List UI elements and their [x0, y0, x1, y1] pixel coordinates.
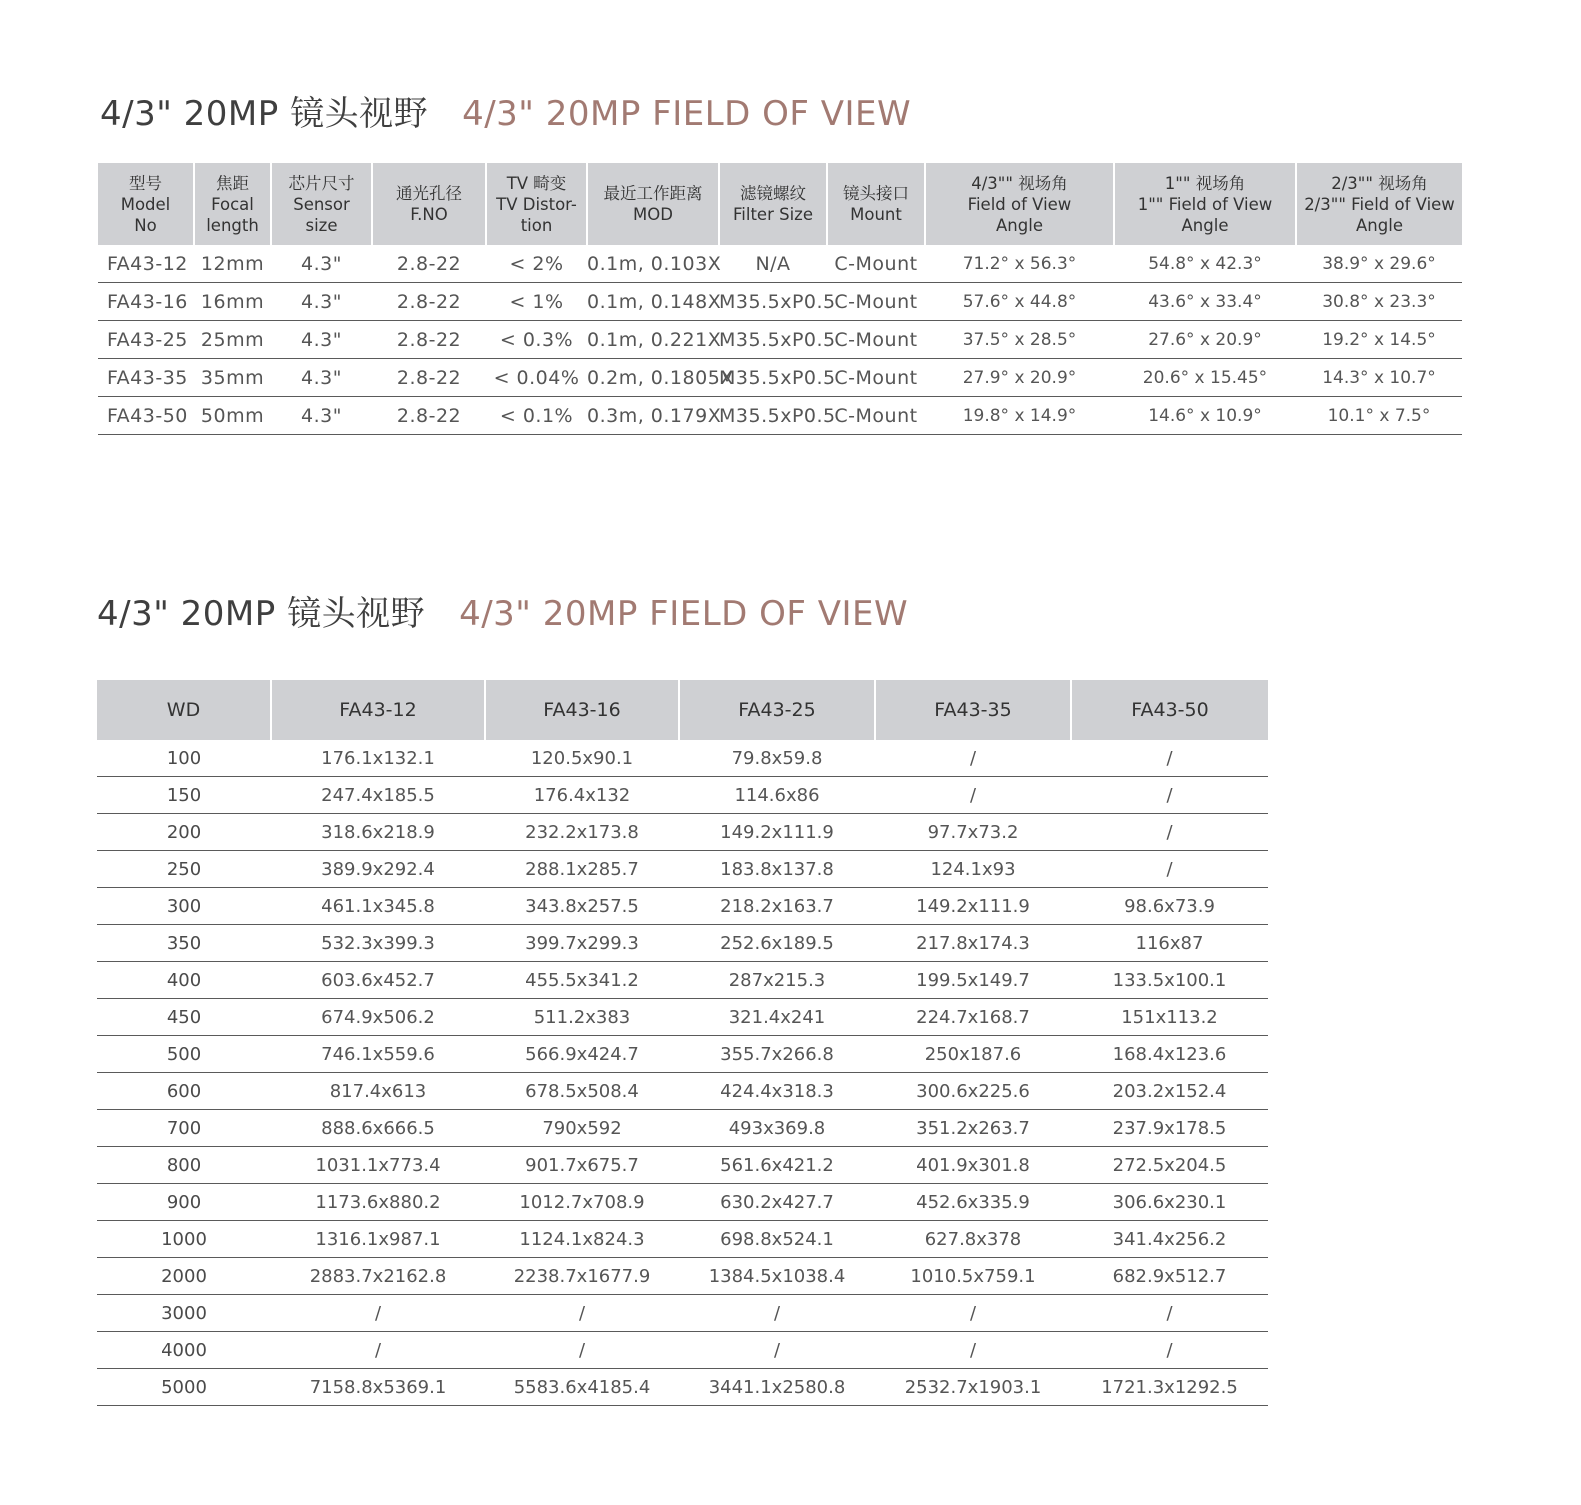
spec-cell: 38.9° x 29.6° [1296, 245, 1462, 283]
spec-title-en: 4/3" 20MP FIELD OF VIEW [462, 94, 912, 134]
fov-cell: 272.5x204.5 [1071, 1147, 1268, 1184]
fov-cell: 1721.3x1292.5 [1071, 1369, 1268, 1406]
fov-cell: 1316.1x987.1 [271, 1221, 485, 1258]
fov-cell: / [875, 740, 1071, 777]
fov-cell: 232.2x173.8 [485, 814, 679, 851]
wd-cell: 2000 [97, 1258, 271, 1295]
spec-header-line: 芯片尺寸 [288, 173, 355, 193]
fov-cell: 199.5x149.7 [875, 962, 1071, 999]
fov-cell: 1124.1x824.3 [485, 1221, 679, 1258]
fov-title-cn: 4/3" 20MP 镜头视野 [97, 594, 426, 634]
fov-row [97, 777, 1268, 814]
fov-cell: 399.7x299.3 [485, 925, 679, 962]
spec-cell: < 1% [486, 283, 587, 321]
spec-header-line: 通光孔径 [396, 184, 462, 203]
fov-row [97, 1258, 1268, 1295]
fov-row [97, 814, 1268, 851]
spec-cell: 14.6° x 10.9° [1114, 397, 1296, 435]
wd-cell: 1000 [97, 1221, 271, 1258]
spec-cell: 54.8° x 42.3° [1114, 245, 1296, 283]
spec-cell: 43.6° x 33.4° [1114, 283, 1296, 321]
spec-cell: N/A [719, 245, 827, 283]
fov-cell: 511.2x383 [485, 999, 679, 1036]
fov-cell: 817.4x613 [271, 1073, 485, 1110]
fov-cell: 149.2x111.9 [875, 888, 1071, 925]
spec-header-line: Mount [850, 205, 902, 224]
fov-cell: 318.6x218.9 [271, 814, 485, 851]
fov-cell: 176.1x132.1 [271, 740, 485, 777]
wd-cell: 900 [97, 1184, 271, 1221]
wd-cell: 150 [97, 777, 271, 814]
fov-section-title [97, 586, 908, 635]
fov-cell: 746.1x559.6 [271, 1036, 485, 1073]
fov-cell: 341.4x256.2 [1071, 1221, 1268, 1258]
fov-row [97, 1147, 1268, 1184]
spec-cell: 2.8-22 [372, 321, 486, 359]
fov-cell: / [875, 777, 1071, 814]
spec-header-line: 2/3"" Field of View [1304, 194, 1455, 214]
fov-row [97, 851, 1268, 888]
fov-cell: / [1071, 777, 1268, 814]
spec-header-line: 滤镜螺纹 [740, 184, 806, 203]
fov-cell: 461.1x345.8 [271, 888, 485, 925]
fov-cell: 630.2x427.7 [679, 1184, 875, 1221]
spec-header-row [98, 163, 1462, 245]
fov-cell: 627.8x378 [875, 1221, 1071, 1258]
fov-title-en: 4/3" 20MP FIELD OF VIEW [459, 594, 909, 634]
spec-cell: 4.3" [271, 245, 372, 283]
spec-header-line: TV 畸变 [506, 173, 567, 193]
spec-cell: M35.5xP0.5 [719, 321, 827, 359]
fov-row [97, 1295, 1268, 1332]
fov-header-cell: FA43-12 [271, 680, 485, 740]
fov-cell: / [485, 1295, 679, 1332]
spec-cell: < 0.1% [486, 397, 587, 435]
fov-cell: 452.6x335.9 [875, 1184, 1071, 1221]
spec-header-line: 焦距 [216, 173, 249, 193]
fov-cell: / [875, 1295, 1071, 1332]
spec-cell: 4.3" [271, 397, 372, 435]
fov-cell: 287x215.3 [679, 962, 875, 999]
spec-header-line: 1"" Field of View [1137, 194, 1273, 214]
spec-row [98, 283, 1462, 321]
wd-cell: 5000 [97, 1369, 271, 1406]
spec-cell: 57.6° x 44.8° [925, 283, 1114, 321]
spec-cell: 30.8° x 23.3° [1296, 283, 1462, 321]
fov-row [97, 1332, 1268, 1369]
spec-header-line: tion [520, 215, 553, 235]
fov-cell: 288.1x285.7 [485, 851, 679, 888]
spec-cell: 35mm [194, 359, 271, 397]
spec-cell: 2.8-22 [372, 397, 486, 435]
fov-cell: 124.1x93 [875, 851, 1071, 888]
fov-row [97, 999, 1268, 1036]
fov-cell: / [1071, 740, 1268, 777]
fov-row [97, 1184, 1268, 1221]
fov-cell: 114.6x86 [679, 777, 875, 814]
fov-cell: 224.7x168.7 [875, 999, 1071, 1036]
spec-header-line: Field of View [967, 194, 1072, 214]
wd-cell: 200 [97, 814, 271, 851]
spec-cell: M35.5xP0.5 [719, 397, 827, 435]
spec-row [98, 397, 1462, 435]
spec-header-line: Filter Size [733, 205, 813, 224]
fov-row [97, 925, 1268, 962]
fov-cell: 149.2x111.9 [679, 814, 875, 851]
fov-cell: 888.6x666.5 [271, 1110, 485, 1147]
spec-cell: 2.8-22 [372, 283, 486, 321]
fov-cell: 79.8x59.8 [679, 740, 875, 777]
fov-cell: / [679, 1332, 875, 1369]
fov-cell: 674.9x506.2 [271, 999, 485, 1036]
spec-cell: 10.1° x 7.5° [1296, 397, 1462, 435]
fov-cell: 203.2x152.4 [1071, 1073, 1268, 1110]
spec-cell: 27.6° x 20.9° [1114, 321, 1296, 359]
fov-row [97, 888, 1268, 925]
fov-cell: 682.9x512.7 [1071, 1258, 1268, 1295]
fov-cell: 7158.8x5369.1 [271, 1369, 485, 1406]
fov-cell: 5583.6x4185.4 [485, 1369, 679, 1406]
spec-cell: 0.3m, 0.179X [587, 397, 719, 435]
spec-row [98, 245, 1462, 283]
fov-cell: 424.4x318.3 [679, 1073, 875, 1110]
lens-spec-table [98, 163, 1462, 435]
fov-cell: 133.5x100.1 [1071, 962, 1268, 999]
working-distance-fov-table [97, 680, 1268, 1406]
spec-header-cell [719, 163, 827, 245]
spec-header-line: 镜头接口 [843, 184, 909, 203]
spec-header-cell [587, 163, 719, 245]
wd-cell: 300 [97, 888, 271, 925]
spec-cell: M35.5xP0.5 [719, 283, 827, 321]
spec-header-line: TV Distor- [496, 194, 577, 214]
fov-header-cell: FA43-35 [875, 680, 1071, 740]
fov-cell: 250x187.6 [875, 1036, 1071, 1073]
fov-cell: 401.9x301.8 [875, 1147, 1071, 1184]
spec-header-cell [372, 163, 486, 245]
fov-row [97, 1110, 1268, 1147]
fov-cell: / [271, 1332, 485, 1369]
fov-cell: 2532.7x1903.1 [875, 1369, 1071, 1406]
fov-cell: 252.6x189.5 [679, 925, 875, 962]
fov-cell: 561.6x421.2 [679, 1147, 875, 1184]
fov-cell: 321.4x241 [679, 999, 875, 1036]
fov-cell: 3441.1x2580.8 [679, 1369, 875, 1406]
fov-cell: 1010.5x759.1 [875, 1258, 1071, 1295]
spec-header-line: Model [120, 194, 171, 214]
fov-cell: 217.8x174.3 [875, 925, 1071, 962]
spec-cell: < 0.04% [486, 359, 587, 397]
spec-cell: 0.2m, 0.1805X [587, 359, 719, 397]
fov-cell: 237.9x178.5 [1071, 1110, 1268, 1147]
spec-cell: 37.5° x 28.5° [925, 321, 1114, 359]
spec-header-line: size [305, 215, 338, 235]
spec-header-line: 2/3"" 视场角 [1331, 173, 1428, 193]
fov-cell: 98.6x73.9 [1071, 888, 1268, 925]
spec-model-cell: FA43-25 [98, 321, 194, 359]
fov-cell: 678.5x508.4 [485, 1073, 679, 1110]
fov-cell: / [1071, 851, 1268, 888]
spec-cell: 16mm [194, 283, 271, 321]
fov-cell: 351.2x263.7 [875, 1110, 1071, 1147]
spec-header-cell [925, 163, 1114, 245]
fov-row [97, 1073, 1268, 1110]
wd-cell: 250 [97, 851, 271, 888]
fov-row [97, 962, 1268, 999]
spec-cell: 0.1m, 0.221X [587, 321, 719, 359]
fov-cell: 901.7x675.7 [485, 1147, 679, 1184]
fov-cell: 151x113.2 [1071, 999, 1268, 1036]
wd-cell: 350 [97, 925, 271, 962]
spec-model-cell: FA43-50 [98, 397, 194, 435]
fov-cell: 790x592 [485, 1110, 679, 1147]
fov-cell: 168.4x123.6 [1071, 1036, 1268, 1073]
wd-cell: 600 [97, 1073, 271, 1110]
fov-cell: 493x369.8 [679, 1110, 875, 1147]
fov-cell: 97.7x73.2 [875, 814, 1071, 851]
spec-header-cell [1114, 163, 1296, 245]
spec-cell: C-Mount [827, 359, 925, 397]
spec-model-cell: FA43-35 [98, 359, 194, 397]
wd-cell: 700 [97, 1110, 271, 1147]
spec-header-line: No [134, 215, 157, 235]
spec-model-cell: FA43-16 [98, 283, 194, 321]
spec-cell: 12mm [194, 245, 271, 283]
fov-cell: / [485, 1332, 679, 1369]
spec-header-line: Angle [996, 215, 1043, 235]
spec-cell: 2.8-22 [372, 245, 486, 283]
fov-cell: 120.5x90.1 [485, 740, 679, 777]
spec-row [98, 359, 1462, 397]
spec-cell: < 2% [486, 245, 587, 283]
spec-model-cell: FA43-12 [98, 245, 194, 283]
fov-header-row [97, 680, 1268, 740]
spec-cell: M35.5xP0.5 [719, 359, 827, 397]
spec-cell: C-Mount [827, 283, 925, 321]
fov-cell: / [1071, 1295, 1268, 1332]
spec-header-cell [486, 163, 587, 245]
fov-cell: 300.6x225.6 [875, 1073, 1071, 1110]
fov-row [97, 1221, 1268, 1258]
fov-cell: 455.5x341.2 [485, 962, 679, 999]
fov-cell: 355.7x266.8 [679, 1036, 875, 1073]
spec-header-cell [98, 163, 194, 245]
spec-row [98, 321, 1462, 359]
spec-header-line: MOD [633, 205, 673, 224]
spec-header-line: F.NO [410, 205, 448, 224]
fov-cell: / [1071, 814, 1268, 851]
fov-cell: / [875, 1332, 1071, 1369]
spec-cell: C-Mount [827, 245, 925, 283]
fov-cell: 566.9x424.7 [485, 1036, 679, 1073]
spec-cell: 27.9° x 20.9° [925, 359, 1114, 397]
spec-header-cell [1296, 163, 1462, 245]
wd-cell: 450 [97, 999, 271, 1036]
spec-header-line: 1"" 视场角 [1164, 173, 1246, 193]
wd-cell: 500 [97, 1036, 271, 1073]
fov-cell: 1173.6x880.2 [271, 1184, 485, 1221]
spec-cell: 19.2° x 14.5° [1296, 321, 1462, 359]
fov-cell: 306.6x230.1 [1071, 1184, 1268, 1221]
spec-cell: 14.3° x 10.7° [1296, 359, 1462, 397]
fov-cell: / [1071, 1332, 1268, 1369]
wd-cell: 100 [97, 740, 271, 777]
fov-cell: 247.4x185.5 [271, 777, 485, 814]
fov-header-cell: FA43-50 [1071, 680, 1268, 740]
spec-header-line: Angle [1181, 215, 1229, 235]
fov-row [97, 1369, 1268, 1406]
fov-cell: 343.8x257.5 [485, 888, 679, 925]
spec-header-line: 4/3"" 视场角 [971, 173, 1068, 193]
fov-cell: / [679, 1295, 875, 1332]
fov-cell: 1031.1x773.4 [271, 1147, 485, 1184]
spec-header-cell [827, 163, 925, 245]
spec-cell: 4.3" [271, 359, 372, 397]
fov-cell: 698.8x524.1 [679, 1221, 875, 1258]
spec-section-title [100, 86, 911, 135]
wd-cell: 3000 [97, 1295, 271, 1332]
fov-cell: 183.8x137.8 [679, 851, 875, 888]
spec-header-line: length [206, 215, 259, 235]
spec-cell: < 0.3% [486, 321, 587, 359]
fov-row [97, 1036, 1268, 1073]
fov-cell: 603.6x452.7 [271, 962, 485, 999]
wd-cell: 800 [97, 1147, 271, 1184]
spec-cell: 50mm [194, 397, 271, 435]
fov-cell: / [271, 1295, 485, 1332]
spec-cell: 19.8° x 14.9° [925, 397, 1114, 435]
spec-header-line: Sensor [293, 194, 350, 214]
spec-cell: 4.3" [271, 283, 372, 321]
fov-cell: 116x87 [1071, 925, 1268, 962]
spec-cell: C-Mount [827, 397, 925, 435]
spec-header-line: 最近工作距离 [603, 184, 703, 203]
spec-cell: 0.1m, 0.148X [587, 283, 719, 321]
spec-cell: 2.8-22 [372, 359, 486, 397]
fov-header-cell: FA43-25 [679, 680, 875, 740]
fov-header-cell: FA43-16 [485, 680, 679, 740]
spec-cell: 20.6° x 15.45° [1114, 359, 1296, 397]
spec-cell: C-Mount [827, 321, 925, 359]
spec-title-cn: 4/3" 20MP 镜头视野 [100, 94, 429, 134]
spec-header-line: 型号 [129, 173, 162, 193]
spec-header-line: Focal [211, 194, 254, 214]
fov-cell: 218.2x163.7 [679, 888, 875, 925]
spec-cell: 4.3" [271, 321, 372, 359]
spec-header-cell [194, 163, 271, 245]
spec-cell: 0.1m, 0.103X [587, 245, 719, 283]
fov-header-cell: WD [97, 680, 271, 740]
spec-header-line: Angle [1356, 215, 1403, 235]
fov-cell: 532.3x399.3 [271, 925, 485, 962]
fov-cell: 389.9x292.4 [271, 851, 485, 888]
fov-row [97, 740, 1268, 777]
spec-header-cell [271, 163, 372, 245]
wd-cell: 4000 [97, 1332, 271, 1369]
fov-cell: 2883.7x2162.8 [271, 1258, 485, 1295]
fov-cell: 1384.5x1038.4 [679, 1258, 875, 1295]
spec-cell: 25mm [194, 321, 271, 359]
fov-cell: 2238.7x1677.9 [485, 1258, 679, 1295]
fov-cell: 176.4x132 [485, 777, 679, 814]
fov-cell: 1012.7x708.9 [485, 1184, 679, 1221]
spec-cell: 71.2° x 56.3° [925, 245, 1114, 283]
wd-cell: 400 [97, 962, 271, 999]
